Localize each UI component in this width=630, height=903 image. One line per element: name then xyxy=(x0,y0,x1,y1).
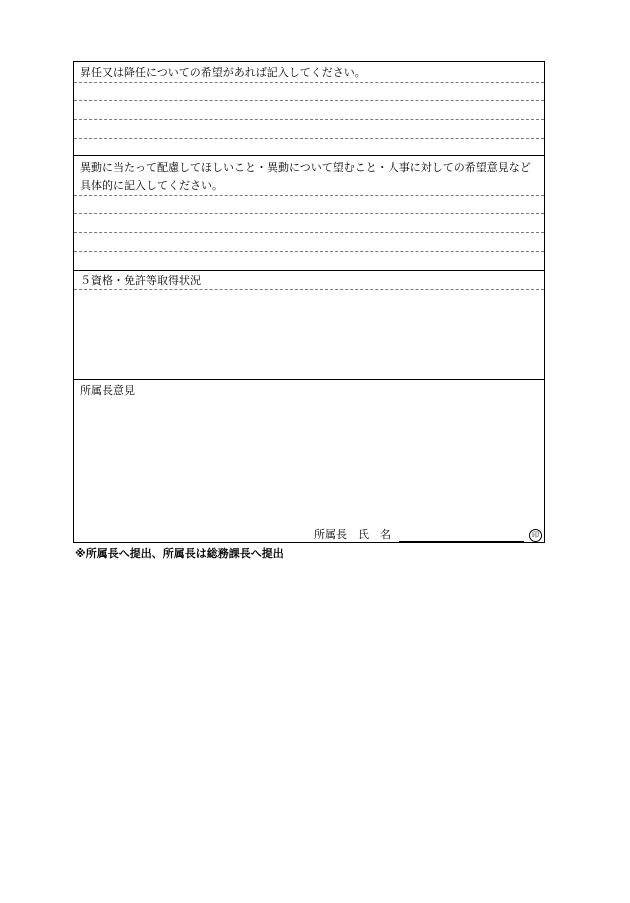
writing-line[interactable] xyxy=(74,138,544,139)
personnel-form xyxy=(73,61,545,543)
writing-line[interactable] xyxy=(74,119,544,120)
writing-line[interactable] xyxy=(74,82,544,83)
qualifications-section xyxy=(74,271,544,380)
signature-label: 所属長 氏 名 xyxy=(314,528,391,541)
seal-mark: 印 xyxy=(529,529,542,542)
supervisor-section xyxy=(74,380,544,542)
writing-line[interactable] xyxy=(74,195,544,196)
writing-line[interactable] xyxy=(74,232,544,233)
signature-line[interactable] xyxy=(399,541,524,542)
writing-line[interactable] xyxy=(74,251,544,252)
promotion-section xyxy=(74,62,544,156)
transfer-section xyxy=(74,156,544,271)
writing-line[interactable] xyxy=(74,289,544,290)
submission-footnote: ※所属長へ提出、所属長は総務課長へ提出 xyxy=(75,547,284,560)
qualifications-prompt: ５資格・免許等取得状況 xyxy=(80,274,201,287)
writing-line[interactable] xyxy=(74,213,544,214)
promotion-prompt: 昇任又は降任についての希望があれば記入してください。 xyxy=(80,66,366,79)
transfer-prompt-line1: 異動に当たって配慮してほしいこと・異動について望むこと・人事に対しての希望意見など xyxy=(80,161,531,174)
supervisor-prompt: 所属長意見 xyxy=(80,384,135,397)
writing-line[interactable] xyxy=(74,100,544,101)
transfer-prompt-line2: 具体的に記入してください。 xyxy=(80,179,223,192)
